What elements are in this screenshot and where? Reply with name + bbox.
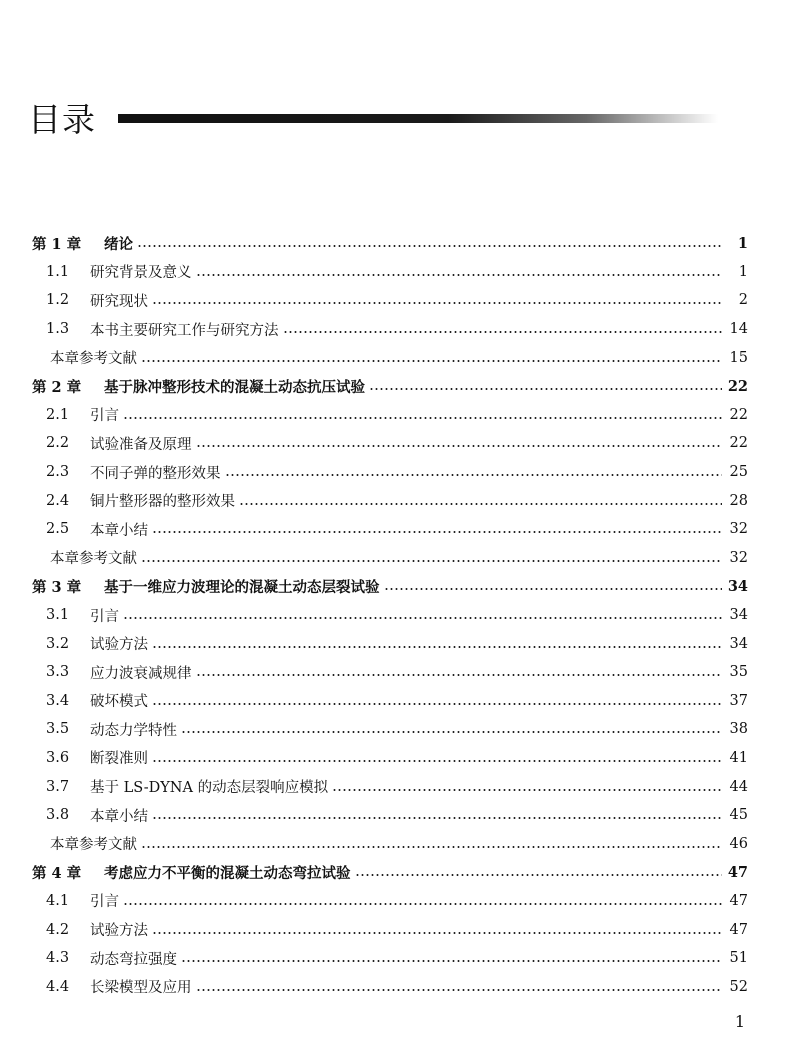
toc-references-entry[interactable] bbox=[0, 829, 790, 858]
dot-leader bbox=[196, 674, 723, 676]
toc-section-entry[interactable] bbox=[0, 687, 790, 716]
entry-title: 引言 bbox=[90, 894, 119, 911]
table-of-contents bbox=[0, 229, 790, 1001]
page-title: 目录 bbox=[28, 100, 96, 139]
toc-chapter-entry[interactable] bbox=[0, 372, 790, 401]
entry-title: 基于一维应力波理论的混凝土动态层裂试验 bbox=[104, 578, 380, 596]
entry-number: 4.2 bbox=[46, 921, 70, 938]
toc-section-entry[interactable] bbox=[0, 801, 790, 830]
entry-page-number: 45 bbox=[729, 807, 748, 824]
entry-number: 2.1 bbox=[46, 406, 70, 423]
toc-references-entry[interactable] bbox=[0, 544, 790, 573]
entry-page-number: 34 bbox=[729, 635, 748, 652]
dot-leader bbox=[141, 560, 722, 562]
entry-number: 3.1 bbox=[46, 607, 70, 624]
entry-page-number: 1 bbox=[738, 263, 748, 280]
dot-leader bbox=[181, 960, 722, 962]
entry-title: 破坏模式 bbox=[90, 694, 148, 711]
entry-number: 3.6 bbox=[46, 749, 70, 766]
entry-page-number: 52 bbox=[729, 978, 748, 995]
entry-title: 本章参考文献 bbox=[50, 351, 137, 368]
entry-page-number: 35 bbox=[729, 664, 748, 681]
entry-page-number: 32 bbox=[729, 521, 748, 538]
entry-page-number: 37 bbox=[729, 692, 748, 709]
entry-page-number: 25 bbox=[729, 464, 748, 481]
toc-section-entry[interactable] bbox=[0, 887, 790, 916]
dot-leader bbox=[181, 731, 722, 733]
entry-page-number: 2 bbox=[738, 292, 748, 309]
entry-title: 动态弯拉强度 bbox=[90, 951, 177, 968]
entry-number: 2.5 bbox=[46, 521, 70, 538]
dot-leader bbox=[123, 617, 722, 619]
toc-chapter-entry[interactable] bbox=[0, 572, 790, 601]
entry-title: 不同子弹的整形效果 bbox=[90, 465, 221, 482]
entry-number: 2.3 bbox=[46, 464, 70, 481]
dot-leader bbox=[137, 245, 722, 247]
toc-section-entry[interactable] bbox=[0, 944, 790, 973]
toc-section-entry[interactable] bbox=[0, 429, 790, 458]
entry-title: 引言 bbox=[90, 608, 119, 625]
entry-number: 2.2 bbox=[46, 435, 70, 452]
entry-page-number: 38 bbox=[729, 721, 748, 738]
dot-leader bbox=[152, 302, 722, 304]
toc-section-entry[interactable] bbox=[0, 486, 790, 515]
toc-section-entry[interactable] bbox=[0, 601, 790, 630]
entry-number: 1.3 bbox=[46, 321, 70, 338]
entry-page-number: 32 bbox=[729, 549, 748, 566]
entry-number: 4.1 bbox=[46, 892, 70, 909]
entry-page-number: 47 bbox=[727, 863, 748, 881]
entry-page-number: 34 bbox=[727, 577, 748, 595]
toc-section-entry[interactable] bbox=[0, 515, 790, 544]
entry-title: 动态力学特性 bbox=[90, 722, 177, 739]
entry-title: 试验方法 bbox=[90, 923, 148, 940]
toc-section-entry[interactable] bbox=[0, 629, 790, 658]
dot-leader bbox=[152, 531, 722, 533]
title-rule-bar bbox=[118, 114, 718, 123]
entry-page-number: 51 bbox=[729, 950, 748, 967]
dot-leader bbox=[332, 789, 722, 791]
entry-number: 第 3 章 bbox=[32, 578, 82, 596]
dot-leader bbox=[123, 417, 722, 419]
entry-title: 铜片整形器的整形效果 bbox=[90, 494, 235, 511]
dot-leader bbox=[152, 760, 722, 762]
entry-page-number: 41 bbox=[729, 749, 748, 766]
toc-section-entry[interactable] bbox=[0, 286, 790, 315]
entry-title: 引言 bbox=[90, 408, 119, 425]
entry-number: 3.8 bbox=[46, 807, 70, 824]
entry-title: 本书主要研究工作与研究方法 bbox=[90, 322, 279, 339]
toc-header bbox=[28, 92, 768, 148]
toc-chapter-entry[interactable] bbox=[0, 858, 790, 887]
entry-title: 基于 LS-DYNA 的动态层裂响应模拟 bbox=[90, 780, 329, 797]
dot-leader bbox=[196, 274, 723, 276]
entry-title: 考虑应力不平衡的混凝土动态弯拉试验 bbox=[104, 864, 351, 882]
entry-title: 长梁模型及应用 bbox=[90, 980, 192, 997]
dot-leader bbox=[123, 903, 722, 905]
toc-references-entry[interactable] bbox=[0, 343, 790, 372]
entry-page-number: 22 bbox=[729, 406, 748, 423]
entry-page-number: 14 bbox=[729, 321, 748, 338]
entry-title: 基于脉冲整形技术的混凝土动态抗压试验 bbox=[104, 378, 365, 396]
entry-page-number: 47 bbox=[729, 921, 748, 938]
entry-title: 本章小结 bbox=[90, 522, 148, 539]
entry-title: 研究现状 bbox=[90, 293, 148, 310]
dot-leader bbox=[152, 646, 722, 648]
page-number: 1 bbox=[734, 1012, 745, 1031]
entry-page-number: 22 bbox=[727, 377, 748, 395]
entry-title: 研究背景及意义 bbox=[90, 265, 192, 282]
dot-leader bbox=[225, 474, 723, 476]
toc-section-entry[interactable] bbox=[0, 401, 790, 430]
entry-page-number: 22 bbox=[729, 435, 748, 452]
dot-leader bbox=[152, 932, 722, 934]
dot-leader bbox=[283, 331, 723, 333]
dot-leader bbox=[369, 388, 722, 390]
toc-section-entry[interactable] bbox=[0, 658, 790, 687]
entry-title: 试验准备及原理 bbox=[90, 436, 192, 453]
toc-section-entry[interactable] bbox=[0, 915, 790, 944]
dot-leader bbox=[152, 817, 722, 819]
toc-section-entry[interactable] bbox=[0, 258, 790, 287]
entry-number: 3.5 bbox=[46, 721, 70, 738]
entry-number: 4.4 bbox=[46, 978, 70, 995]
entry-number: 1.2 bbox=[46, 292, 70, 309]
dot-leader bbox=[196, 989, 723, 991]
dot-leader bbox=[355, 874, 722, 876]
dot-leader bbox=[239, 503, 722, 505]
entry-number: 3.7 bbox=[46, 778, 70, 795]
entry-number: 4.3 bbox=[46, 950, 70, 967]
entry-title: 本章参考文献 bbox=[50, 551, 137, 568]
dot-leader bbox=[141, 846, 722, 848]
entry-title: 断裂准则 bbox=[90, 751, 148, 768]
toc-chapter-entry[interactable] bbox=[0, 229, 790, 258]
entry-page-number: 46 bbox=[729, 835, 748, 852]
toc-section-entry[interactable] bbox=[0, 458, 790, 487]
entry-number: 3.2 bbox=[46, 635, 70, 652]
entry-number: 第 2 章 bbox=[32, 378, 82, 396]
toc-section-entry[interactable] bbox=[0, 715, 790, 744]
entry-title: 本章参考文献 bbox=[50, 837, 137, 854]
entry-page-number: 47 bbox=[729, 892, 748, 909]
entry-number: 3.3 bbox=[46, 664, 70, 681]
toc-section-entry[interactable] bbox=[0, 772, 790, 801]
entry-title: 试验方法 bbox=[90, 637, 148, 654]
entry-number: 1.1 bbox=[46, 263, 70, 280]
toc-section-entry[interactable] bbox=[0, 972, 790, 1001]
entry-number: 第 1 章 bbox=[32, 235, 82, 253]
entry-title: 应力波衰减规律 bbox=[90, 665, 192, 682]
dot-leader bbox=[141, 360, 722, 362]
entry-page-number: 15 bbox=[729, 349, 748, 366]
entry-title: 本章小结 bbox=[90, 808, 148, 825]
entry-page-number: 28 bbox=[729, 492, 748, 509]
entry-number: 2.4 bbox=[46, 492, 70, 509]
toc-section-entry[interactable] bbox=[0, 315, 790, 344]
entry-page-number: 1 bbox=[737, 234, 748, 252]
dot-leader bbox=[152, 703, 722, 705]
entry-page-number: 34 bbox=[729, 607, 748, 624]
toc-section-entry[interactable] bbox=[0, 744, 790, 773]
dot-leader bbox=[384, 588, 722, 590]
entry-number: 3.4 bbox=[46, 692, 70, 709]
entry-number: 第 4 章 bbox=[32, 864, 82, 882]
dot-leader bbox=[196, 445, 723, 447]
entry-page-number: 44 bbox=[729, 778, 748, 795]
entry-title: 绪论 bbox=[104, 235, 133, 253]
